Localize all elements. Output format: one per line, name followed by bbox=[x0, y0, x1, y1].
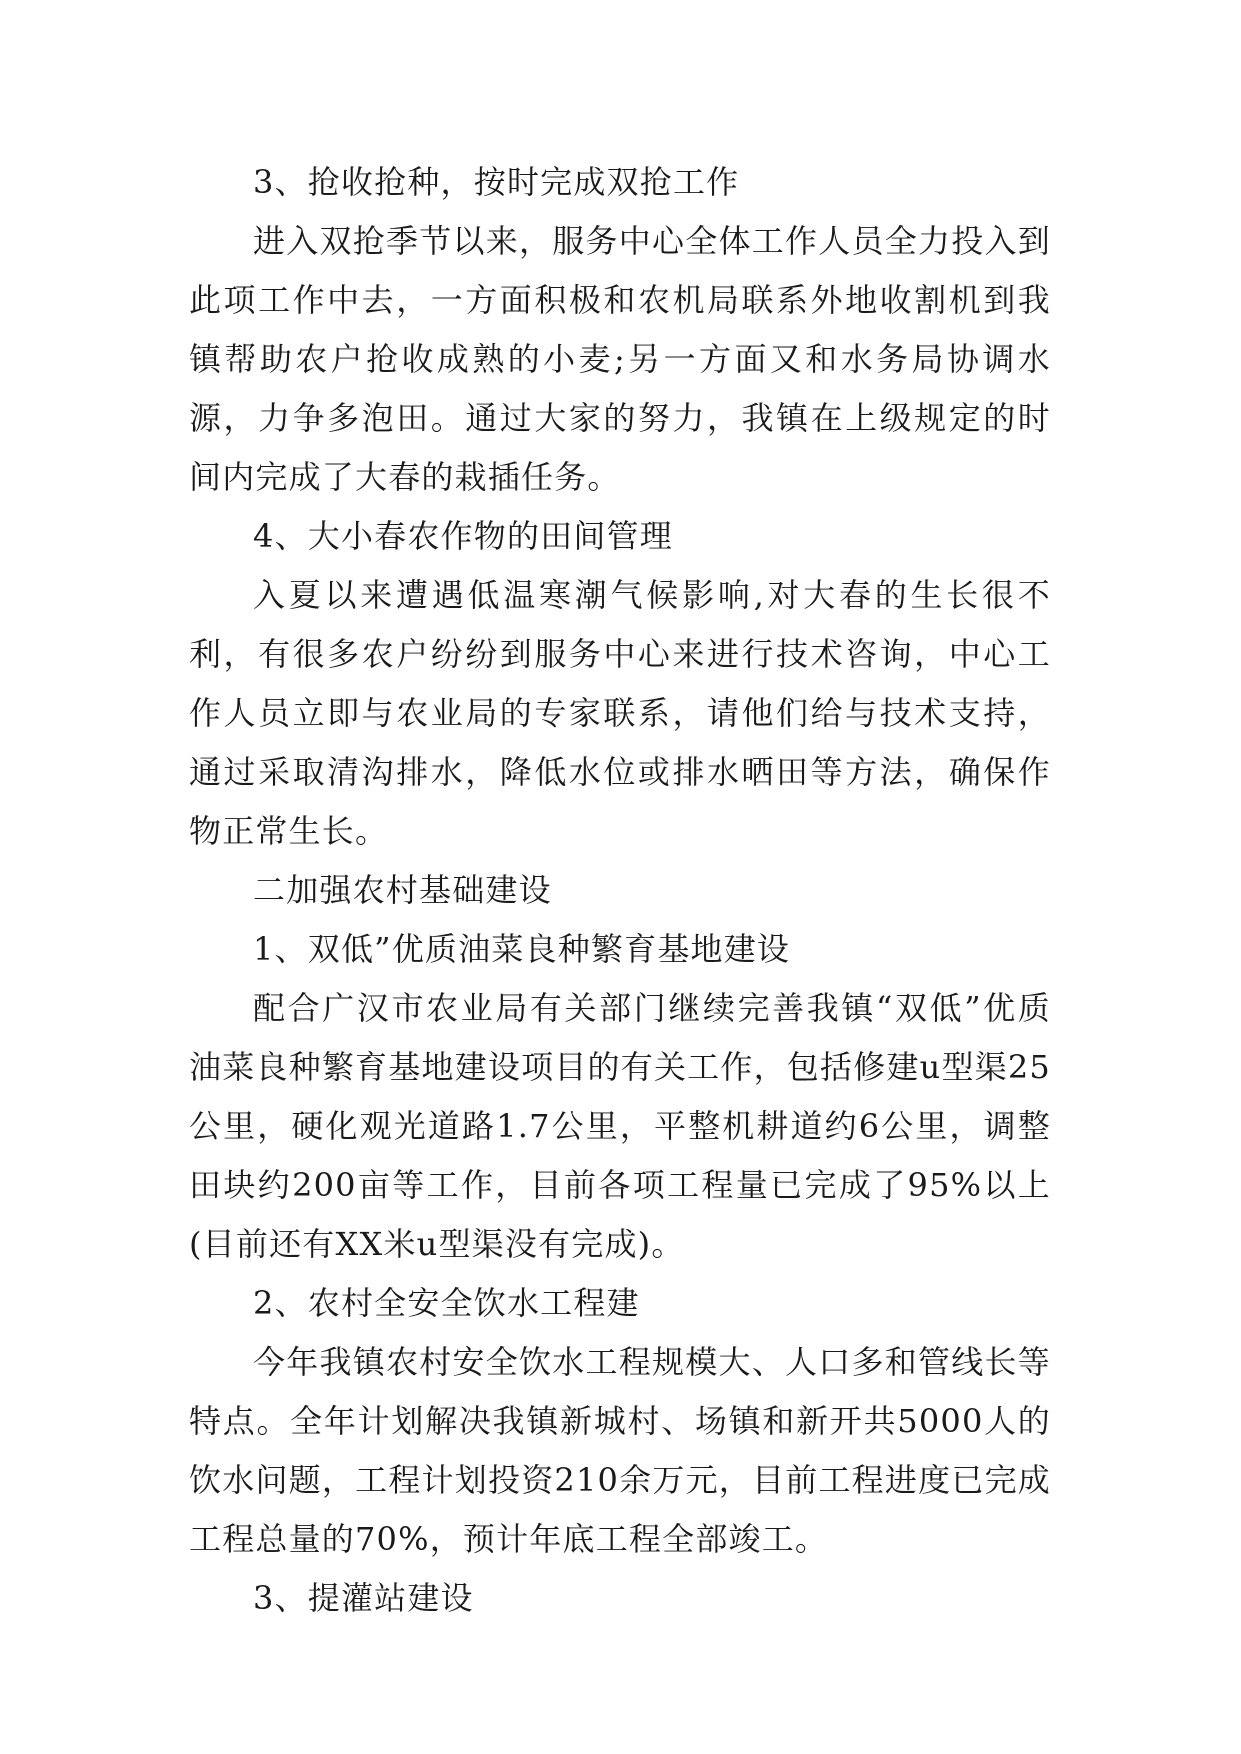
paragraph-rapeseed-base: 配合广汉市农业局有关部门继续完善我镇“双低”优质油菜良种繁育基地建设项目的有关工作，包括修建u型渠25公里，硬化观光道路1.7公里，平整机耕道约6公里，调整田块约200亩等工作，目前各项工程量已完成了95%以上(目前还有XX米u型渠没有完成)。 bbox=[189, 989, 1051, 1263]
heading-field-management: 4、大小春农作物的田间管理 bbox=[253, 517, 673, 555]
heading-pump-station: 3、提灌站建设 bbox=[253, 1579, 474, 1617]
paragraph-harvest-planting: 进入双抢季节以来，服务中心全体工作人员全力投入到此项工作中去，一方面积极和农机局联系外地收割机到我镇帮助农户抢收成熟的小麦;另一方面又和水务局协调水源，力争多泡田。通过大家的努力，我镇在上级规定的时间内完成了大春的栽插任务。 bbox=[189, 222, 1051, 496]
paragraph-field-management: 入夏以来遭遇低温寒潮气候影响,对大春的生长很不利，有很多农户纷纷到服务中心来进行技术咨询，中心工作人员立即与农业局的专家联系，请他们给与技术支持，通过采取清沟排水，降低水位或排水晒田等方法，确保作物正常生长。 bbox=[189, 576, 1051, 850]
heading-drinking-water: 2、农村全安全饮水工程建 bbox=[253, 1284, 640, 1322]
heading-harvest-planting: 3、抢收抢种，按时完成双抢工作 bbox=[253, 163, 740, 201]
paragraph-drinking-water: 今年我镇农村安全饮水工程规模大、人口多和管线长等特点。全年计划解决我镇新城村、场镇和新开共5000人的饮水问题，工程计划投资210余万元，目前工程进度已完成工程总量的70%，预计年底工程全部竣工。 bbox=[189, 1343, 1051, 1558]
document-body bbox=[189, 153, 1051, 1628]
section-heading-rural-infrastructure: 二加强农村基础建设 bbox=[253, 871, 552, 909]
heading-rapeseed-base: 1、双低”优质油菜良种繁育基地建设 bbox=[253, 930, 791, 968]
